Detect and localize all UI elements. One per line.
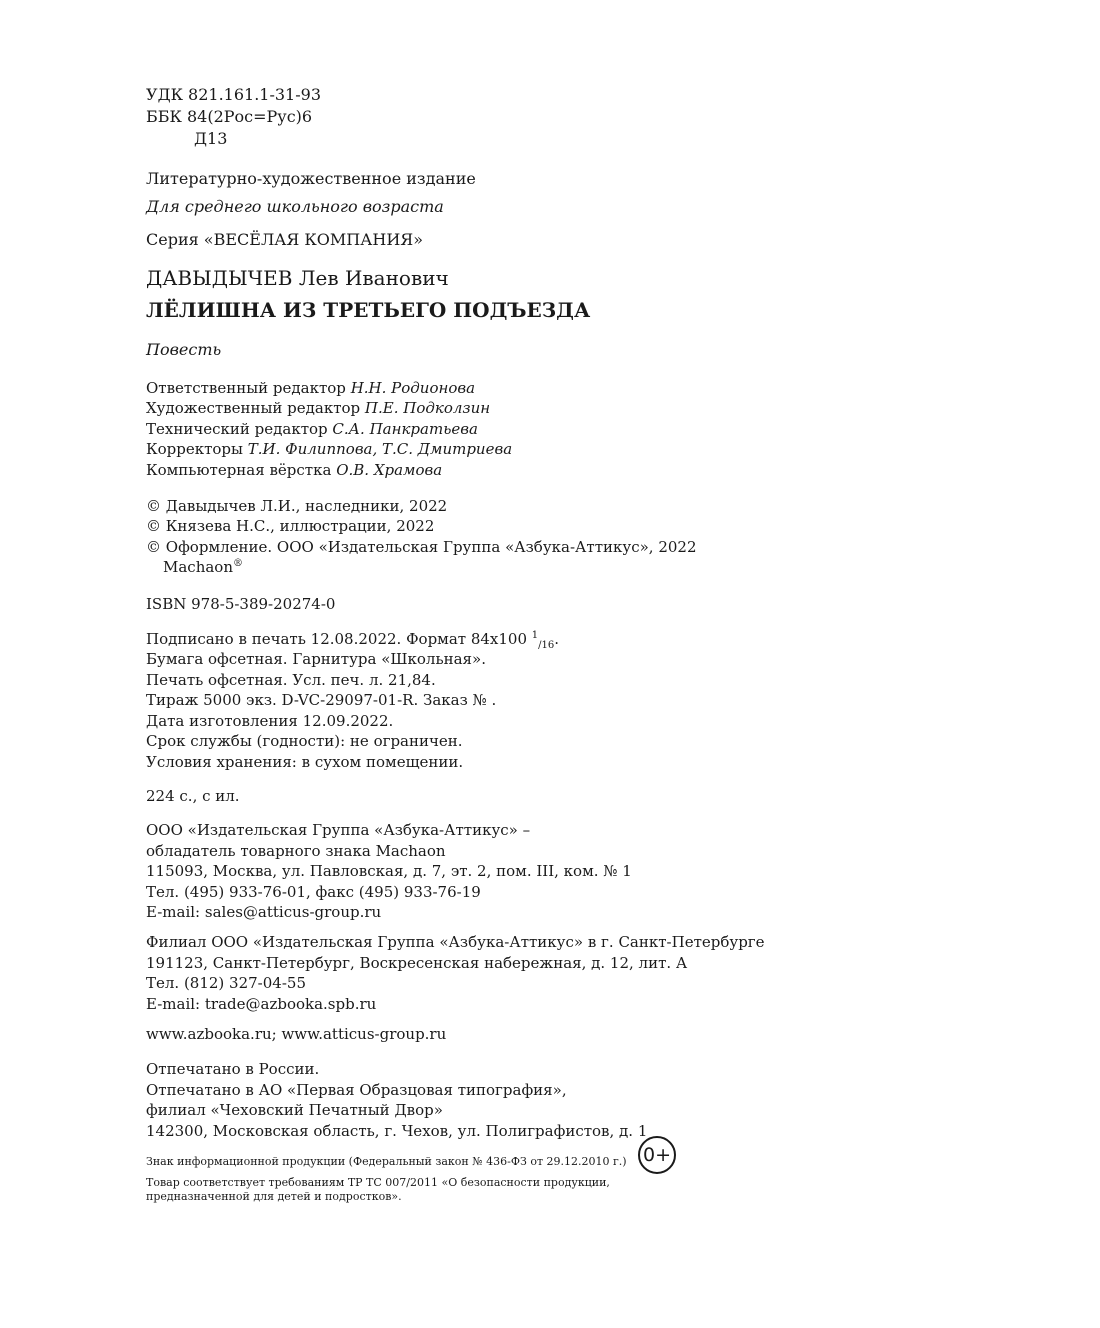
imprint-label: Machaon — [163, 558, 233, 577]
format-denominator: /16 — [538, 640, 555, 652]
publisher-line: ООО «Издательская Группа «Азбука-Аттикус» – — [146, 821, 531, 840]
staff-name: С.А. Панкратьева — [332, 419, 478, 438]
publisher-line: обладатель товарного знака Machaon — [146, 841, 446, 860]
print-format-line — [146, 629, 1046, 652]
staff-name: П.Е. Подколзин — [364, 399, 491, 418]
format-end: . — [554, 630, 560, 649]
edition-type: Литературно-художественное издание — [146, 169, 476, 188]
format-numerator: 1 — [531, 630, 539, 642]
branch-line: 191123, Санкт-Петербург, Воскресенская набережная, д. 12, лит. А — [146, 953, 688, 972]
conformity-line: предназначенной для детей и подростков». — [146, 1190, 402, 1203]
book-author: ДАВЫДЫЧЕВ Лев Иванович — [146, 266, 449, 290]
publisher-email: E-mail: sales@atticus-group.ru — [146, 902, 382, 921]
classification-codes — [146, 84, 1046, 150]
staff-line — [146, 398, 1046, 418]
copyright-line: © Оформление. ООО «Издательская Группа «Азбука-Аттикус», 2022 — [146, 537, 697, 556]
book-genre: Повесть — [146, 340, 222, 359]
branch-line: Тел. (812) 327-04-55 — [146, 974, 306, 993]
book-title: ЛЁЛИШНА ИЗ ТРЕТЬЕГО ПОДЪЕЗДА — [146, 298, 591, 322]
registered-mark: ® — [233, 558, 243, 570]
printing-line: филиал «Чеховский Печатный Двор» — [146, 1101, 443, 1120]
staff-name: Т.И. Филиппова, Т.С. Дмитриева — [247, 440, 513, 459]
imprint-page — [146, 84, 1046, 1204]
copyright-block — [146, 496, 1046, 578]
print-format-text: Подписано в печать 12.08.2022. Формат 84х100 — [146, 630, 532, 649]
copyright-line: © Князева Н.С., иллюстрации, 2022 — [146, 517, 435, 536]
print-detail-line: Условия хранения: в сухом помещении. — [146, 752, 464, 771]
publisher-block — [146, 820, 1046, 922]
copyright-line: © Давыдычев Л.И., наследники, 2022 — [146, 497, 448, 516]
staff-role: Корректоры — [146, 440, 243, 459]
legal-block — [146, 1155, 1046, 1204]
bbk-code: ББК 84(2Рос=Рус)6 — [146, 107, 313, 126]
staff-line — [146, 460, 1046, 480]
edition-audience: Для среднего школьного возраста — [146, 197, 444, 216]
staff-name: Н.Н. Родионова — [350, 379, 476, 397]
publisher-line: 115093, Москва, ул. Павловская, д. 7, эт. 2, пом. III, ком. № 1 — [146, 862, 632, 881]
branch-line: Филиал ООО «Издательская Группа «Азбука-Аттикус» в г. Санкт-Петербурге — [146, 933, 765, 952]
print-detail-line: Бумага офсетная. Гарнитура «Школьная». — [146, 650, 486, 669]
printing-line: Отпечатано в АО «Первая Образцовая типография», — [146, 1080, 567, 1099]
print-detail-line: Дата изготовления 12.09.2022. — [146, 711, 394, 730]
branch-block — [146, 932, 1046, 1014]
staff-role: Компьютерная вёрстка — [146, 460, 332, 479]
print-detail-line: Печать офсетная. Усл. печ. л. 21,84. — [146, 670, 436, 689]
page-count: 224 с., с ил. — [146, 786, 240, 805]
conformity-line: Товар соответствует требованиям ТР ТС 007/2011 «О безопасности продукции, — [146, 1176, 610, 1189]
staff-list — [146, 378, 1046, 480]
staff-line — [146, 378, 1046, 398]
print-detail-line: Срок службы (годности): не ограничен. — [146, 732, 463, 751]
publisher-line: Тел. (495) 933-76-01, факс (495) 933-76-19 — [146, 882, 481, 901]
branch-email: E-mail: trade@azbooka.spb.ru — [146, 994, 377, 1013]
printing-block — [146, 1059, 1046, 1141]
print-details — [146, 629, 1046, 772]
imprint-name — [146, 557, 1046, 577]
edition-info — [146, 168, 1046, 251]
printing-line: Отпечатано в России. — [146, 1060, 320, 1079]
info-sign-text: Знак информационной продукции (Федеральный закон № 436-ФЗ от 29.12.2010 г.) — [146, 1155, 627, 1168]
author-mark: Д13 — [194, 129, 228, 148]
edition-series: Серия «ВЕСЁЛАЯ КОМПАНИЯ» — [146, 230, 423, 249]
staff-line — [146, 419, 1046, 439]
staff-role: Ответственный редактор — [146, 379, 346, 397]
isbn: ISBN 978-5-389-20274-0 — [146, 594, 336, 613]
print-detail-line: Тираж 5000 экз. D-VC-29097-01-R. Заказ № . — [146, 691, 497, 710]
age-rating-badge: 0+ — [638, 1136, 676, 1174]
staff-line — [146, 439, 1046, 459]
staff-name: О.В. Храмова — [336, 460, 443, 479]
printing-line: 142300, Московская область, г. Чехов, ул. Полиграфистов, д. 1 — [146, 1121, 648, 1140]
staff-role: Технический редактор — [146, 419, 328, 438]
websites: www.azbooka.ru; www.atticus-group.ru — [146, 1024, 447, 1043]
udk-code: УДК 821.161.1-31-93 — [146, 85, 321, 104]
staff-role: Художественный редактор — [146, 399, 361, 418]
